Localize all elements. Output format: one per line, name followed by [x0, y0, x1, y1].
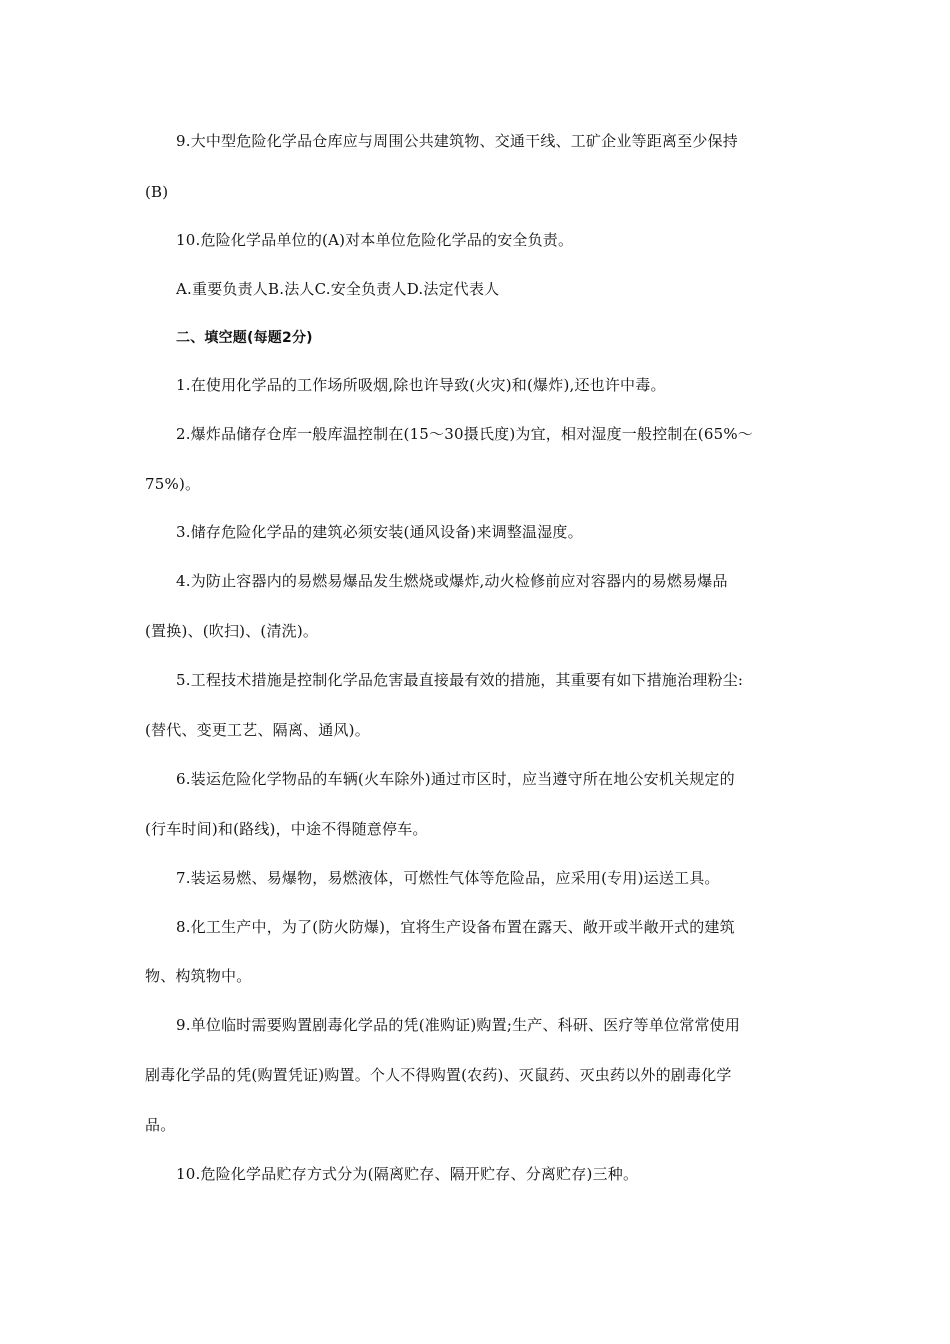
question-9-answer: (B): [145, 183, 169, 201]
fill-question-5-cont: (替代、变更工艺、隔离、通风)。: [145, 721, 370, 739]
fill-question-1: 1.在使用化学品的工作场所吸烟,除也许导致(火灾)和(爆炸),还也许中毒。: [176, 376, 666, 394]
fill-question-10: 10.危险化学品贮存方式分为(隔离贮存、隔开贮存、分离贮存)三种。: [176, 1165, 639, 1183]
question-9-choice: 9.大中型危险化学品仓库应与周围公共建筑物、交通干线、工矿企业等距离至少保持: [176, 132, 738, 150]
fill-question-4-cont: (置换)、(吹扫)、(清洗)。: [145, 622, 319, 640]
question-10-choice: 10.危险化学品单位的(A)对本单位危险化学品的安全负责。: [176, 231, 574, 249]
fill-question-5: 5.工程技术措施是控制化学品危害最直接最有效的措施，其重要有如下措施治理粉尘:: [176, 671, 744, 689]
fill-question-4: 4.为防止容器内的易燃易爆品发生燃烧或爆炸,动火检修前应对容器内的易燃易爆品: [176, 572, 728, 590]
fill-question-8: 8.化工生产中，为了(防火防爆)，宜将生产设备布置在露天、敞开或半敞开式的建筑: [176, 918, 735, 936]
fill-question-6: 6.装运危险化学物品的车辆(火车除外)通过市区时，应当遵守所在地公安机关规定的: [176, 770, 735, 788]
fill-question-9-cont-2: 品。: [145, 1116, 176, 1134]
question-10-options: A.重要负责人B.法人C.安全负责人D.法定代表人: [176, 280, 500, 298]
fill-question-8-cont: 物、构筑物中。: [145, 967, 252, 985]
fill-question-7: 7.装运易燃、易爆物，易燃液体，可燃性气体等危险品，应采用(专用)运送工具。: [176, 869, 720, 887]
fill-question-3: 3.储存危险化学品的建筑必须安装(通风设备)来调整温湿度。: [176, 523, 583, 541]
fill-question-9: 9.单位临时需要购置剧毒化学品的凭(准购证)购置;生产、科研、医疗等单位常常使用: [176, 1016, 741, 1034]
fill-question-9-cont: 剧毒化学品的凭(购置凭证)购置。个人不得购置(农药)、灭鼠药、灭虫药以外的剧毒化学: [145, 1066, 732, 1084]
fill-question-2: 2.爆炸品储存仓库一般库温控制在(15～30摄氏度)为宜，相对湿度一般控制在(65%～: [176, 425, 753, 443]
fill-question-6-cont: (行车时间)和(路线)，中途不得随意停车。: [145, 820, 428, 838]
fill-question-2-cont: 75%)。: [145, 475, 201, 493]
section-heading-fill-blank: 二、填空题(每题2分): [176, 330, 313, 346]
